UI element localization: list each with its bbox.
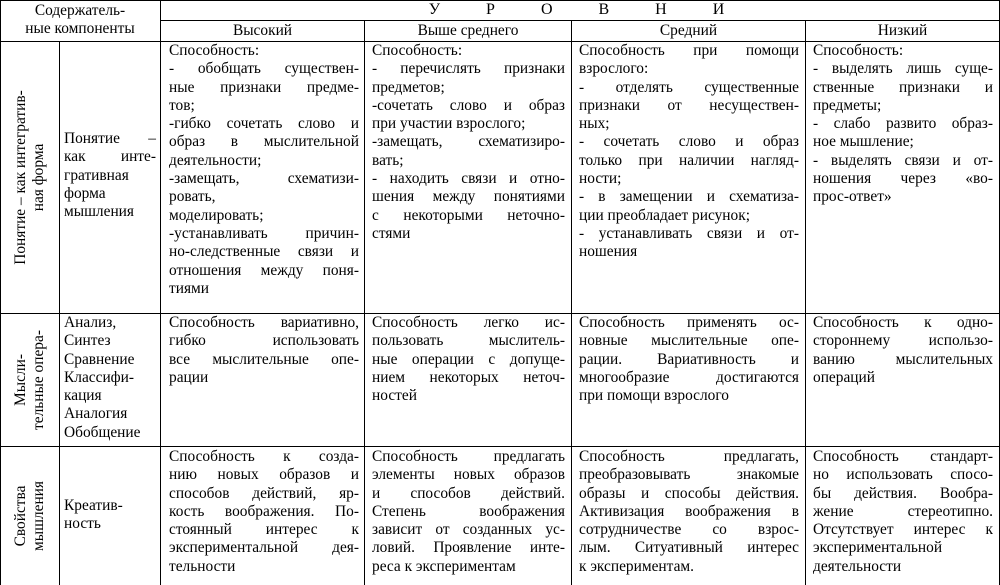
level-header-medium: Средний	[659, 22, 718, 39]
cell-concept-high	[169, 42, 359, 298]
cell-text-line: но-следственные связи и	[169, 243, 359, 261]
component-line: Обобщение	[64, 423, 141, 441]
cell-text-line: рации. Вариативность и	[579, 350, 799, 368]
cell-properties-low	[813, 448, 993, 576]
cell-text-line: при помощи взрослого	[579, 387, 729, 405]
cell-text-line: стями	[372, 224, 411, 242]
cell-text-line: элементы новых образов	[372, 466, 565, 484]
component-line: мышления	[64, 203, 134, 221]
cell-text-line: экспериментальной дея-	[169, 539, 359, 557]
cell-text-line: Активизация воображения в	[579, 502, 799, 520]
component-line: ность	[64, 515, 101, 533]
cell-text-line: - сочетать слово и образ	[579, 133, 799, 151]
component-line: как инте-	[64, 148, 156, 166]
cell-text-line: и способов действий.	[372, 484, 565, 502]
group-label-line: ная форма	[30, 143, 47, 212]
cell-text-line: - устанавливать связи и от-	[579, 224, 799, 242]
cell-operations-low	[813, 314, 993, 387]
cell-operations-medium	[579, 314, 799, 405]
cell-text-line: Способность применять ос-	[579, 314, 799, 331]
cell-text-line: -замещать, схематизиро-	[372, 133, 565, 151]
cell-text-line: отношения между поня-	[169, 261, 359, 279]
component-line: Классифи-	[64, 368, 135, 386]
cell-text-line: - находить связи и отно-	[372, 170, 565, 188]
component-line: Аналогия	[64, 405, 128, 423]
group-label-line: Мысли-	[12, 354, 29, 406]
cell-text-line: только при наличии нагляд-	[579, 151, 799, 169]
cell-text-line: деятельности;	[169, 151, 262, 169]
cell-text-line: зависит от созданных ус-	[372, 521, 565, 539]
cell-operations-high	[169, 314, 359, 387]
cell-text-line: - обобщать существен-	[169, 60, 359, 78]
component-line: форма	[64, 184, 106, 202]
cell-properties-medium	[579, 448, 799, 576]
cell-text-line: но использовать спосо-	[813, 466, 993, 484]
group-label-line: тельные опера-	[30, 330, 47, 430]
group-label-line: Понятие – как интегратив-	[12, 90, 29, 265]
component-line: Понятие –	[64, 130, 156, 147]
cell-text-line: вать;	[372, 151, 404, 169]
cell-text-line: предметы;	[813, 96, 882, 114]
component-line: Синтез	[64, 332, 111, 350]
component-line: Креатив-	[64, 497, 123, 514]
cell-text-line: ности;	[579, 170, 622, 188]
level-header-above: Выше среднего	[417, 22, 519, 39]
cell-text-line: Способность к созда-	[169, 448, 359, 465]
cell-operations-above-average	[372, 314, 565, 405]
cell-text-line: - выделять связи и от-	[813, 151, 993, 169]
cell-text-line: операций	[813, 368, 875, 386]
cell-text-line: нию новых образов и	[169, 466, 359, 484]
level-header-high: Высокий	[232, 22, 293, 39]
cell-text-line: способов действий, яр-	[169, 484, 359, 502]
cell-text-line: стоянный интерес к	[169, 521, 359, 539]
cell-text-line: ловий. Проявление инте-	[372, 539, 565, 557]
component-line: Сравнение	[64, 350, 135, 368]
cell-text-line: реса к экспериментам	[372, 557, 516, 575]
cell-text-line: ностей	[372, 387, 417, 405]
cell-text-line: ные признаки предме-	[169, 78, 359, 96]
cell-text-line: -замещать, схематизи-	[169, 170, 359, 188]
cell-concept-medium	[579, 42, 799, 262]
cell-concept-low	[813, 42, 993, 207]
cell-text-line: к экспериментам.	[579, 557, 694, 575]
cell-properties-above-average	[372, 448, 565, 576]
cell-text-line: Способность:	[372, 42, 463, 59]
cell-text-line: ровать,	[169, 188, 216, 206]
cell-text-line: ношения	[579, 243, 638, 261]
cell-text-line: шения между понятиями	[372, 188, 565, 206]
cell-text-line: стороннему использо-	[813, 332, 993, 350]
cell-text-line: жение стереотипно.	[813, 502, 993, 520]
cell-text-line: новные мыслительные опе-	[579, 332, 799, 350]
cell-text-line: с некоторыми неточно-	[372, 206, 565, 224]
components-header-line: ные компоненты	[25, 20, 135, 37]
cell-text-line: ное мышление;	[813, 133, 914, 151]
cell-text-line: Способность легко ис-	[372, 314, 565, 331]
cell-text-line: ции преобладает рисунок;	[579, 206, 750, 224]
cell-text-line: - отделять существенные	[579, 78, 799, 96]
cell-text-line: многообразие достигаются	[579, 368, 799, 386]
group-label-line: мышления	[30, 481, 47, 551]
cell-text-line: ственные признаки и	[813, 78, 993, 96]
cell-text-line: образ в мыслительной	[169, 133, 359, 151]
cell-text-line: преобразовывать знакомые	[579, 466, 799, 484]
cell-text-line: - в замещении и схематиза-	[579, 188, 799, 206]
cell-text-line: предметов;	[372, 78, 445, 96]
cell-text-line: образы и способы действия.	[579, 484, 799, 502]
cell-text-line: бы действия. Вообра-	[813, 484, 993, 502]
cell-text-line: - перечислять признаки	[372, 60, 565, 78]
cell-text-line: Способность:	[169, 42, 260, 59]
cell-text-line: Способность вариативно,	[169, 314, 359, 331]
cell-text-line: кость воображения. По-	[169, 502, 359, 520]
cell-text-line: Способность предлагать,	[579, 448, 799, 465]
cell-text-line: -гибко сочетать слово и	[169, 115, 359, 133]
cell-text-line: экспериментальной	[813, 539, 943, 557]
cell-text-line: тиями	[169, 279, 210, 297]
cell-text-line: Способность предлагать	[372, 448, 565, 465]
cell-text-line: ных;	[579, 115, 610, 133]
component-line: Анализ,	[64, 314, 117, 331]
level-header-low: Низкий	[877, 22, 928, 39]
cell-text-line: тов;	[169, 96, 195, 114]
cell-text-line: при участии взрослого;	[372, 115, 526, 133]
cell-text-line: тельности	[169, 557, 236, 575]
component-line: кация	[64, 387, 102, 405]
components-header-line: Содержатель-	[34, 2, 126, 19]
cell-text-line: лым. Ситуативный интерес	[579, 539, 799, 557]
levels-title: У Р О В Н И	[428, 1, 746, 18]
group-label-operations	[1, 314, 59, 446]
cell-text-line: гибко использовать	[169, 332, 359, 350]
component-operations	[64, 314, 159, 442]
cell-text-line: моделировать;	[169, 206, 264, 224]
component-creativity	[64, 497, 156, 534]
cell-text-line: сотрудничестве со взрос-	[579, 521, 799, 539]
cell-text-line: деятельности	[813, 557, 902, 575]
cell-text-line: прос-ответ»	[813, 188, 892, 206]
cell-text-line: Способность при помощи	[579, 42, 799, 59]
cell-text-line: Отсутствует интерес к	[813, 521, 993, 539]
group-label-line: Свойства	[12, 485, 29, 547]
component-line: гративная	[64, 166, 129, 184]
cell-text-line: ношения через «во-	[813, 170, 993, 188]
cell-text-line: ные операции с допуще-	[372, 350, 565, 368]
components-header	[0, 2, 160, 40]
cell-text-line: - выделять лишь суще-	[813, 60, 993, 78]
cell-text-line: ванию мыслительных	[813, 350, 993, 368]
cell-text-line: Степень воображения	[372, 502, 565, 520]
cell-text-line: Способность:	[813, 42, 904, 59]
cell-properties-high	[169, 448, 359, 576]
cell-text-line: признаки от несуществен-	[579, 96, 799, 114]
cell-text-line: Способность стандарт-	[813, 448, 993, 465]
cell-text-line: -сочетать слово и образ	[372, 96, 565, 114]
cell-text-line: все мыслительные опе-	[169, 350, 359, 368]
cell-text-line: рации	[169, 368, 209, 386]
group-label-properties	[1, 447, 59, 585]
cell-text-line: нием некоторых неточ-	[372, 368, 565, 386]
cell-text-line: пользовать мыслитель-	[372, 332, 565, 350]
cell-text-line: Способность к одно-	[813, 314, 993, 331]
cell-text-line: -устанавливать причин-	[169, 224, 359, 242]
cell-text-line: - слабо развито образ-	[813, 115, 993, 133]
component-concept	[64, 130, 156, 221]
group-label-concept	[1, 42, 59, 313]
cell-text-line: взрослого:	[579, 60, 649, 78]
cell-concept-above-average	[372, 42, 565, 243]
